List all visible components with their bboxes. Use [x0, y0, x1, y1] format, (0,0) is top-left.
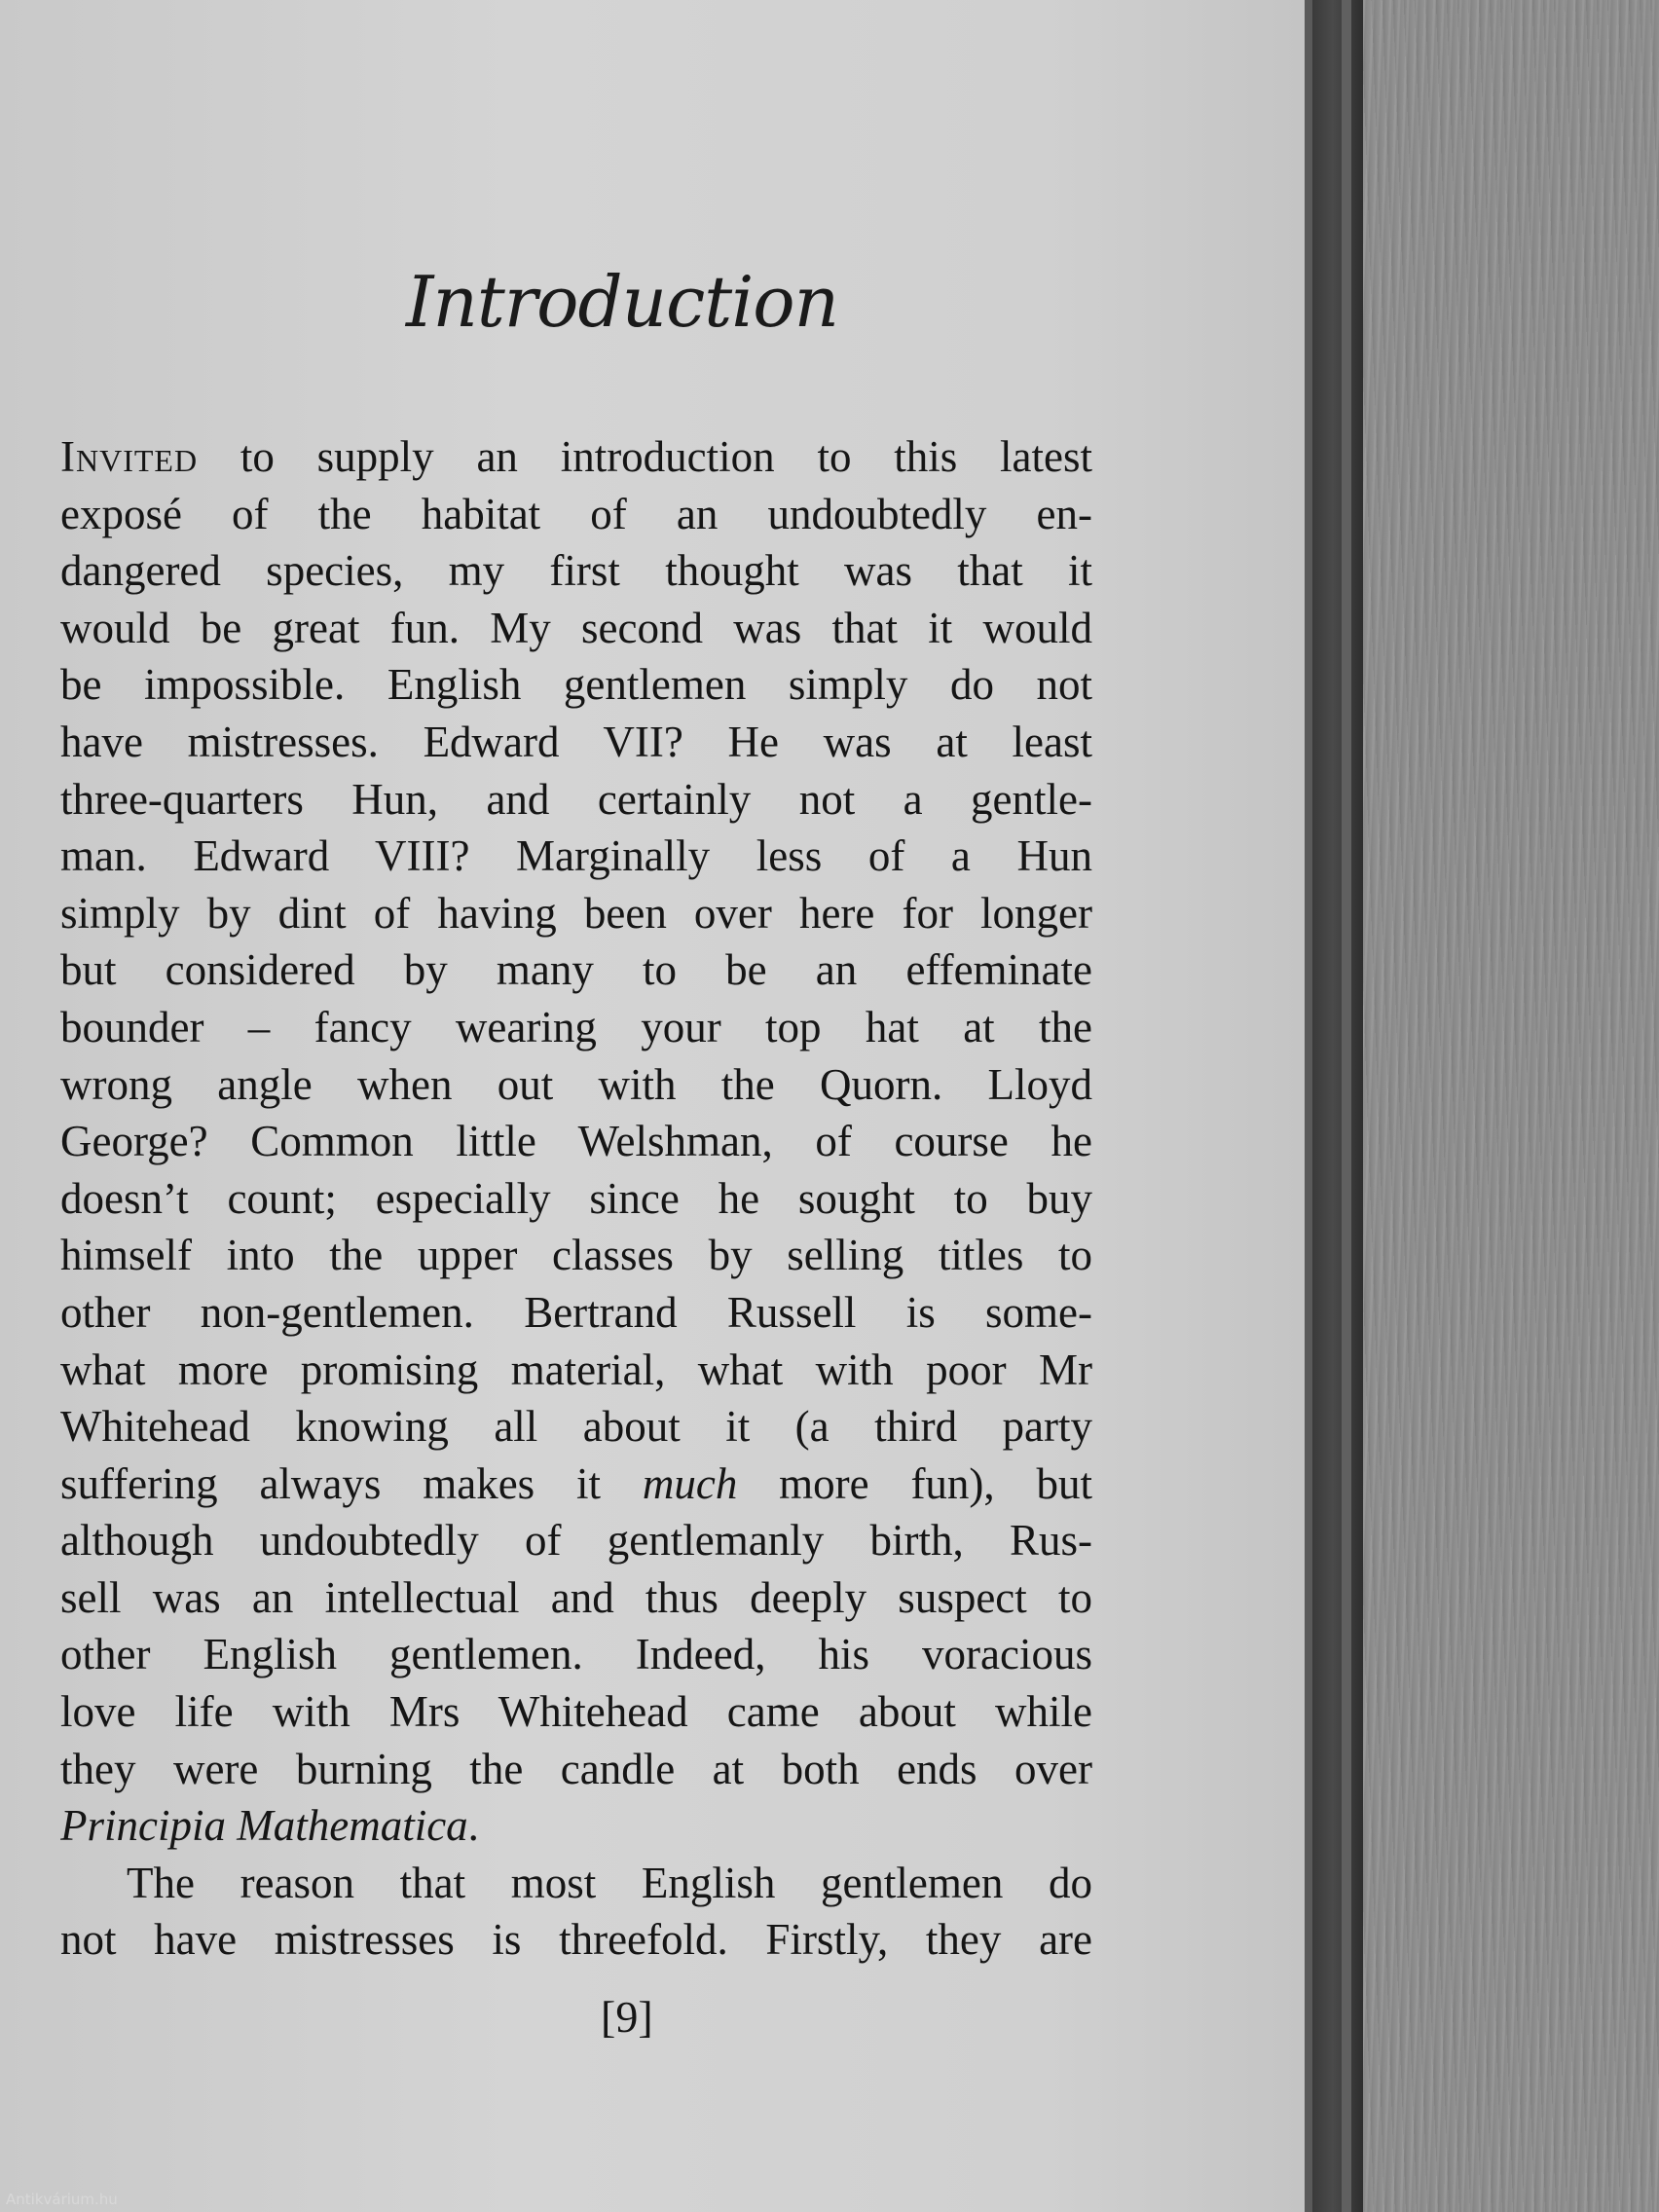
text-line: other English gentlemen. Indeed, his voracious — [60, 1630, 1092, 1679]
text-line: not have mistresses is threefold. Firstly, they are — [60, 1915, 1092, 1965]
text-line: although undoubtedly of gentlemanly birth, Rus- — [60, 1516, 1092, 1566]
text-line — [60, 1797, 1092, 1855]
text-line: three-quarters Hun, and certainly not a gentle- — [60, 774, 1092, 824]
text-line: dangered species, my first thought was that it — [60, 546, 1092, 596]
text-line: would be great fun. My second was that it would — [60, 603, 1092, 652]
text-line: man. Edward VIII? Marginally less of a Hun — [60, 831, 1092, 881]
text-line: Whitehead knowing all about it (a third party — [60, 1402, 1092, 1452]
page-edge — [1305, 0, 1312, 2212]
text-line — [60, 428, 1092, 486]
emphasis: much — [642, 1458, 738, 1508]
text-line: bounder – fancy wearing your top hat at the — [60, 1002, 1092, 1051]
line-text: . — [467, 1801, 479, 1851]
text-line: what more promising material, what with poor Mr — [60, 1345, 1092, 1394]
text-line: The reason that most English gentlemen do — [127, 1858, 1092, 1907]
book-title-emphasis: Principia Mathematica — [60, 1801, 468, 1851]
text-line: but considered by many to be an effeminate — [60, 945, 1092, 995]
text-line: sell was an intellectual and thus deeply suspect to — [60, 1572, 1092, 1622]
text-line: exposé of the habitat of an undoubtedly en- — [60, 489, 1092, 538]
body-text — [60, 428, 1092, 1969]
watermark: Antikvárium.hu — [6, 2191, 118, 2208]
text-line: be impossible. English gentlemen simply do not — [60, 660, 1092, 710]
line-text: suffering always makes it — [60, 1458, 643, 1508]
lead-word: Invited — [60, 432, 199, 481]
cover-highlight — [1342, 0, 1351, 2212]
text-line: have mistresses. Edward VII? He was at least — [60, 717, 1092, 766]
text-line: wrong angle when out with the Quorn. Lloyd — [60, 1059, 1092, 1109]
line-text: more fun), but — [737, 1458, 1092, 1508]
line-text: to supply an introduction to this latest — [198, 432, 1092, 481]
book-cover-edge — [1312, 0, 1363, 2212]
text-line: himself into the upper classes by selling titles to — [60, 1231, 1092, 1280]
text-line — [60, 1456, 1092, 1513]
text-line: George? Common little Welshman, of course he — [60, 1117, 1092, 1166]
text-line: other non-gentlemen. Bertrand Russell is some- — [60, 1287, 1092, 1337]
text-line: they were burning the candle at both ends over — [60, 1744, 1092, 1793]
text-line: simply by dint of having been over here for longer — [60, 888, 1092, 938]
wood-surface — [1363, 0, 1659, 2212]
chapter-title: Introduction — [406, 261, 838, 343]
text-line: doesn’t count; especially since he sought to buy — [60, 1173, 1092, 1223]
page-number: [9] — [601, 1992, 653, 2042]
text-line: love life with Mrs Whitehead came about while — [60, 1687, 1092, 1737]
